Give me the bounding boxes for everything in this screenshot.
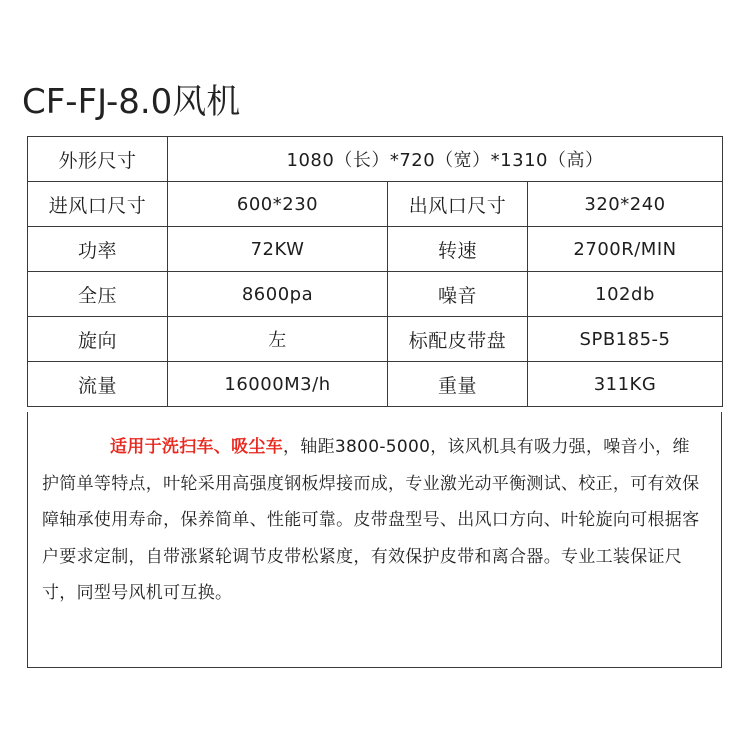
table-row [28,182,723,227]
spec-label-power: 功率 [28,227,168,272]
spec-label-noise: 噪音 [388,272,528,317]
description-paragraph [42,429,707,612]
spec-value-dimensions: 1080（长）*720（宽）*1310（高） [168,137,723,182]
spec-value-power: 72KW [168,227,388,272]
spec-label-speed: 转速 [388,227,528,272]
spec-value-pulley: SPB185-5 [528,317,723,362]
spec-label-pulley: 标配皮带盘 [388,317,528,362]
spec-label-outlet-size: 出风口尺寸 [388,182,528,227]
spec-value-weight: 311KG [528,362,723,407]
spec-value-outlet-size: 320*240 [528,182,723,227]
spec-value-pressure: 8600pa [168,272,388,317]
description-highlight: 适用于洗扫车、吸尘车 [110,437,283,457]
spec-table [27,136,723,407]
spec-value-flow: 16000M3/h [168,362,388,407]
spec-label-rotation: 旋向 [28,317,168,362]
spec-value-rotation: 左 [168,317,388,362]
table-row [28,227,723,272]
spec-label-weight: 重量 [388,362,528,407]
table-row [28,317,723,362]
spec-value-inlet-size: 600*230 [168,182,388,227]
spec-label-pressure: 全压 [28,272,168,317]
description-box [27,412,722,668]
spec-label-flow: 流量 [28,362,168,407]
spec-value-speed: 2700R/MIN [528,227,723,272]
spec-label-inlet-size: 进风口尺寸 [28,182,168,227]
table-row [28,362,723,407]
table-row [28,137,723,182]
description-body: ，轴距3800-5000，该风机具有吸力强，噪音小，维护简单等特点，叶轮采用高强度钢板焊接而成，专业激光动平衡测试、校正，可有效保障轴承使用寿命，保养简单、性能可靠。皮带盘型号、出风口方向、叶轮旋向可根据客户要求定制，自带涨紧轮调节皮带松紧度，有效保护皮带和离合器。专业工装保证尺寸，同型号风机可互换。 [42,437,700,604]
table-row [28,272,723,317]
spec-label-dimensions: 外形尺寸 [28,137,168,182]
page-title: CF-FJ-8.0风机 [22,82,241,122]
spec-value-noise: 102db [528,272,723,317]
